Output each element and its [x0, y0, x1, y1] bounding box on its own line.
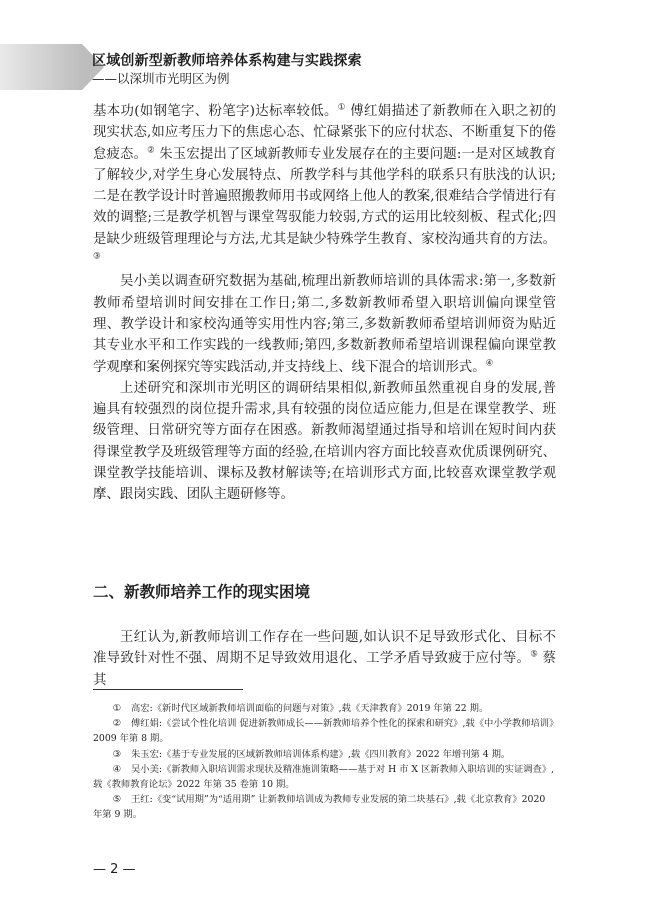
footnote-text: 高宏:《新时代区域新教师培训面临的问题与对策》,载《天津教育》2019 年第 22 期。: [131, 703, 489, 714]
footnote-4: [93, 762, 556, 792]
footnote-ref: ②: [147, 145, 155, 156]
text-run: 王红认为,新教师培训工作存在一些问题,如认识不足导致形式化、目标不准导致针对性不强、周期不足导致效用退化、工学矛盾导致疲于应付等。: [93, 630, 556, 667]
body-text: [93, 101, 556, 506]
body-text-after-heading: [93, 627, 556, 691]
paragraph-2: [93, 271, 556, 377]
text-run: 上述研究和深圳市光明区的调研结果相似,新教师虽然重视自身的发展,普遍具有较强烈的岗位提升需求,具有较强的岗位适应能力,但是在课堂教学、班级管理、日常研究等方面存在困惑。新教师渴望通过指导和培训在短时间内获得课堂教学及班级管理等方面的经验,在培训内容方面比较喜欢优质课例研究、课堂教学技能培训、课标及教材解读等;在培训形式方面,比较喜欢课堂教学观摩、跟岗实践、团队主题研修等。: [93, 380, 556, 503]
footnote-ref: ⑤: [530, 649, 539, 660]
text-run: 蔡其: [93, 651, 557, 688]
footnote-marker: ③: [112, 748, 121, 760]
footnote-text: 吴小美:《新教师入职培训需求现状及精准施训策略——基于对 H 市 X 区新教师入职培训的实证调查》,载《教师教育论坛》2022 年第 35 卷第 10 期。: [93, 763, 555, 791]
footnote-marker: ①: [112, 703, 121, 714]
footnote-text: 朱玉宏:《基于专业发展的区域新教师培训体系构建》,载《四川教育》2022 年增刊第 4 期。: [131, 748, 511, 760]
footnote-text: 王红:《变“试用期”为“适用期” 让新教师培训成为教师专业发展的第二块基石》,载《北京教育》2020 年第 9 期。: [93, 794, 546, 821]
header-decoration-bar: [0, 44, 82, 90]
footnote-1: [93, 701, 556, 716]
footnote-rule: [93, 689, 243, 690]
footnotes: [93, 701, 556, 823]
footnote-ref: ④: [485, 358, 494, 369]
paragraph-1: [93, 101, 556, 271]
footnote-marker: ⑤: [112, 794, 121, 806]
running-header-title: 区域创新型新教师培养体系构建与实践探索: [92, 53, 362, 69]
running-header-subtitle: ——以深圳市光明区为例: [92, 71, 230, 86]
paragraph-3: [93, 378, 556, 506]
footnote-marker: ④: [112, 763, 121, 775]
footnote-marker: ②: [112, 718, 121, 730]
text-run: 基本功(如钢笔字、粉笔字)达标率较低。: [93, 104, 338, 119]
footnote-ref: ③: [93, 251, 101, 262]
footnote-text: 傅红娟:《尝试个性化培训 促进新教师成长——新教师培养个性化的探索和研究》,载《中小学教师培训》2009 年第 8 期。: [93, 718, 554, 745]
section-heading: 二、新教师培养工作的现实困境: [93, 583, 311, 601]
page-number: — 2 —: [93, 862, 136, 877]
footnote-ref: ①: [337, 102, 346, 113]
paragraph-4: [93, 627, 556, 691]
text-run: 傅红娟描述了新教师在入职之初的现实状态,如应考压力下的焦虑心态、忙碌紧张下的应付状态、不断重复下的倦怠疲态。: [93, 104, 556, 162]
text-run: 朱玉宏提出了区域新教师专业发展存在的主要问题:一是对区域教育了解较少,对学生身心发展特点、所教学科与其他学科的联系只有肤浅的认识;二是在教学设计时普遍照搬教师用书或网络上他人的教案,很难结合学情进行有效的调整;三是教学机智与课堂驾驭能力较弱,方式的运用比较刻板、程式化;四是缺少班级管理理论与方法,尤其是缺少特殊学生教育、家校沟通共育的方法。: [93, 146, 557, 247]
text-run: 吴小美以调查研究数据为基础,梳理出新教师培训的具体需求:第一,多数新教师希望培训时间安排在工作日;第二,多数新教师希望入职培训偏向课堂管理、教学设计和家校沟通等实用性内容;第三,多数新教师希望培训师资为贴近其专业水平和工作实践的一线教师;第四,多数新教师希望培训课程偏向课堂教学观摩和案例探究等实践活动,并支持线上、线下混合的培训形式。: [93, 274, 556, 375]
footnote-5: [93, 792, 556, 822]
footnote-3: [93, 747, 556, 762]
footnote-2: [93, 716, 556, 746]
